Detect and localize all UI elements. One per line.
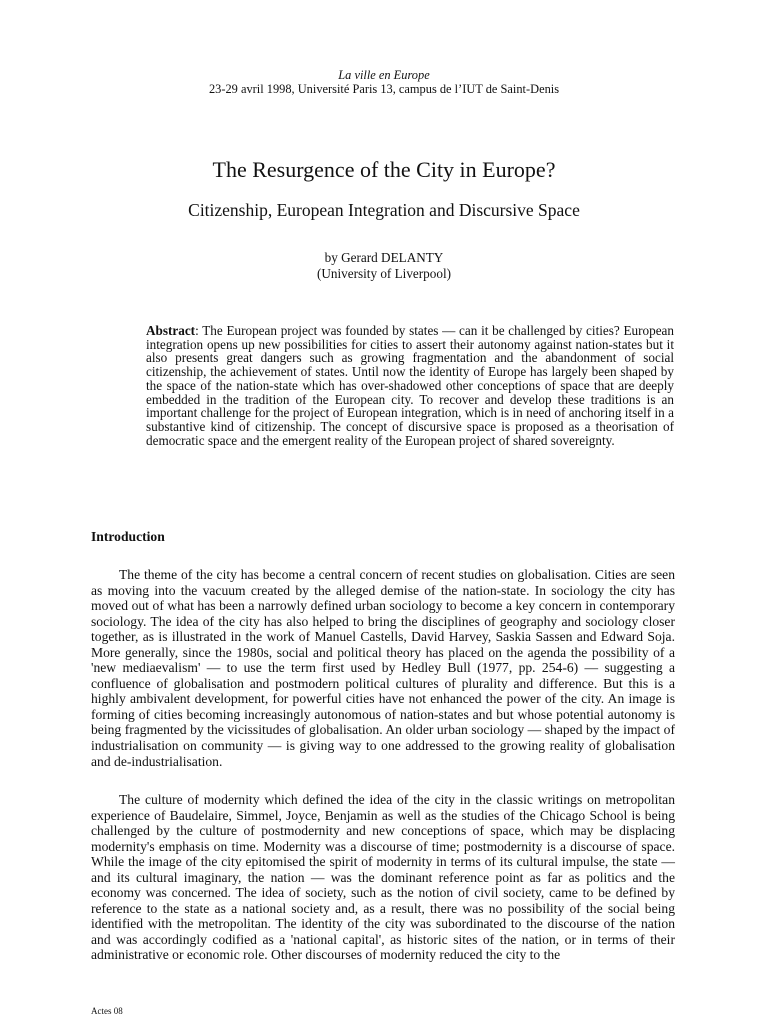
page-footer: Actes 08	[91, 1006, 123, 1016]
body-paragraph-1: The theme of the city has become a central concern of recent studies on globalisation. Cities are seen as moving into the vacuum created by the alleged demise of the nation-state. In sociology the city has moved out of what has been a narrowly defined urban sociology to become a key concern in contemporary sociology. The idea of the city has also helped to bring the disciplines of geography and sociology closer together, as is illustrated in the work of Manuel Castells, David Harvey, Saskia Sassen and Edward Soja. More generally, since the 1980s, social and political theory has placed on the agenda the possibility of a 'new mediaevalism' — to use the term first used by Hedley Bull (1977, pp. 254-6) — suggesting a confluence of globalisation and postmodern political cultures of plurality and difference. But this is a highly ambivalent development, for powerful cities have not enhanced the power of the city. An image is forming of cities becoming increasingly autonomous of nation-states and but whose potential autonomy is being fragmented by the vicissitudes of globalisation. An older urban sociology — shaped by the impact of industrialisation on community — is giving way to one addressed to the growing reality of globalisation and de-industrialisation.	[91, 567, 675, 769]
section-heading-introduction: Introduction	[91, 529, 165, 544]
abstract-label: Abstract	[146, 323, 196, 338]
abstract-block	[146, 324, 674, 447]
article-title: The Resurgence of the City in Europe?	[212, 157, 556, 182]
author-affiliation: (University of Liverpool)	[316, 266, 452, 281]
author-line: by Gerard DELANTY	[324, 250, 444, 265]
conference-dates-place: 23-29 avril 1998, Université Paris 13, campus de l’IUT de Saint-Denis	[208, 82, 560, 96]
abstract-text: : The European project was founded by states — can it be challenged by cities? European integration opens up new possibilities for cities to assert their autonomy against nation-states but it also presents great dangers such as growing fragmentation and the abandonment of social citizenship, the achievement of states. Until now the identity of Europe has largely been shaped by the space of the nation-state which has over-shadowed other conceptions of space that are deeply embedded in the tradition of the European city. To recover and develop these traditions is an important challenge for the project of European integration, which is in need of anchoring itself in a substantive kind of citizenship. The concept of discursive space is proposed as a theorisation of democratic space and the emergent reality of the European project of shared sovereignty.	[146, 323, 674, 448]
article-subtitle: Citizenship, European Integration and Discursive Space	[188, 200, 580, 220]
conference-title: La ville en Europe	[338, 68, 430, 82]
body-paragraph-2: The culture of modernity which defined the idea of the city in the classic writings on metropolitan experience of Baudelaire, Simmel, Joyce, Benjamin as well as the studies of the Chicago School is being challenged by the culture of postmodernity and new conceptions of space, which may be displacing modernity's emphasis on time. Modernity was a discourse of time; postmodernity is a discourse of space. While the image of the city epitomised the spirit of modernity in terms of its cultural impulse, the state — and its cultural imaginary, the nation — was the dominant reference point as far as politics and the economy was concerned. The idea of society, such as the notion of civil society, came to be defined by reference to the state as a national society and, as a result, there was no possibility of the social being identified with the metropolitan. The identity of the city was subordinated to the discourse of the nation and was accordingly codified as a 'national capital', as historic sites of the nation, or in terms of their administrative or economic role. Other discourses of modernity reduced the city to the	[91, 792, 675, 963]
